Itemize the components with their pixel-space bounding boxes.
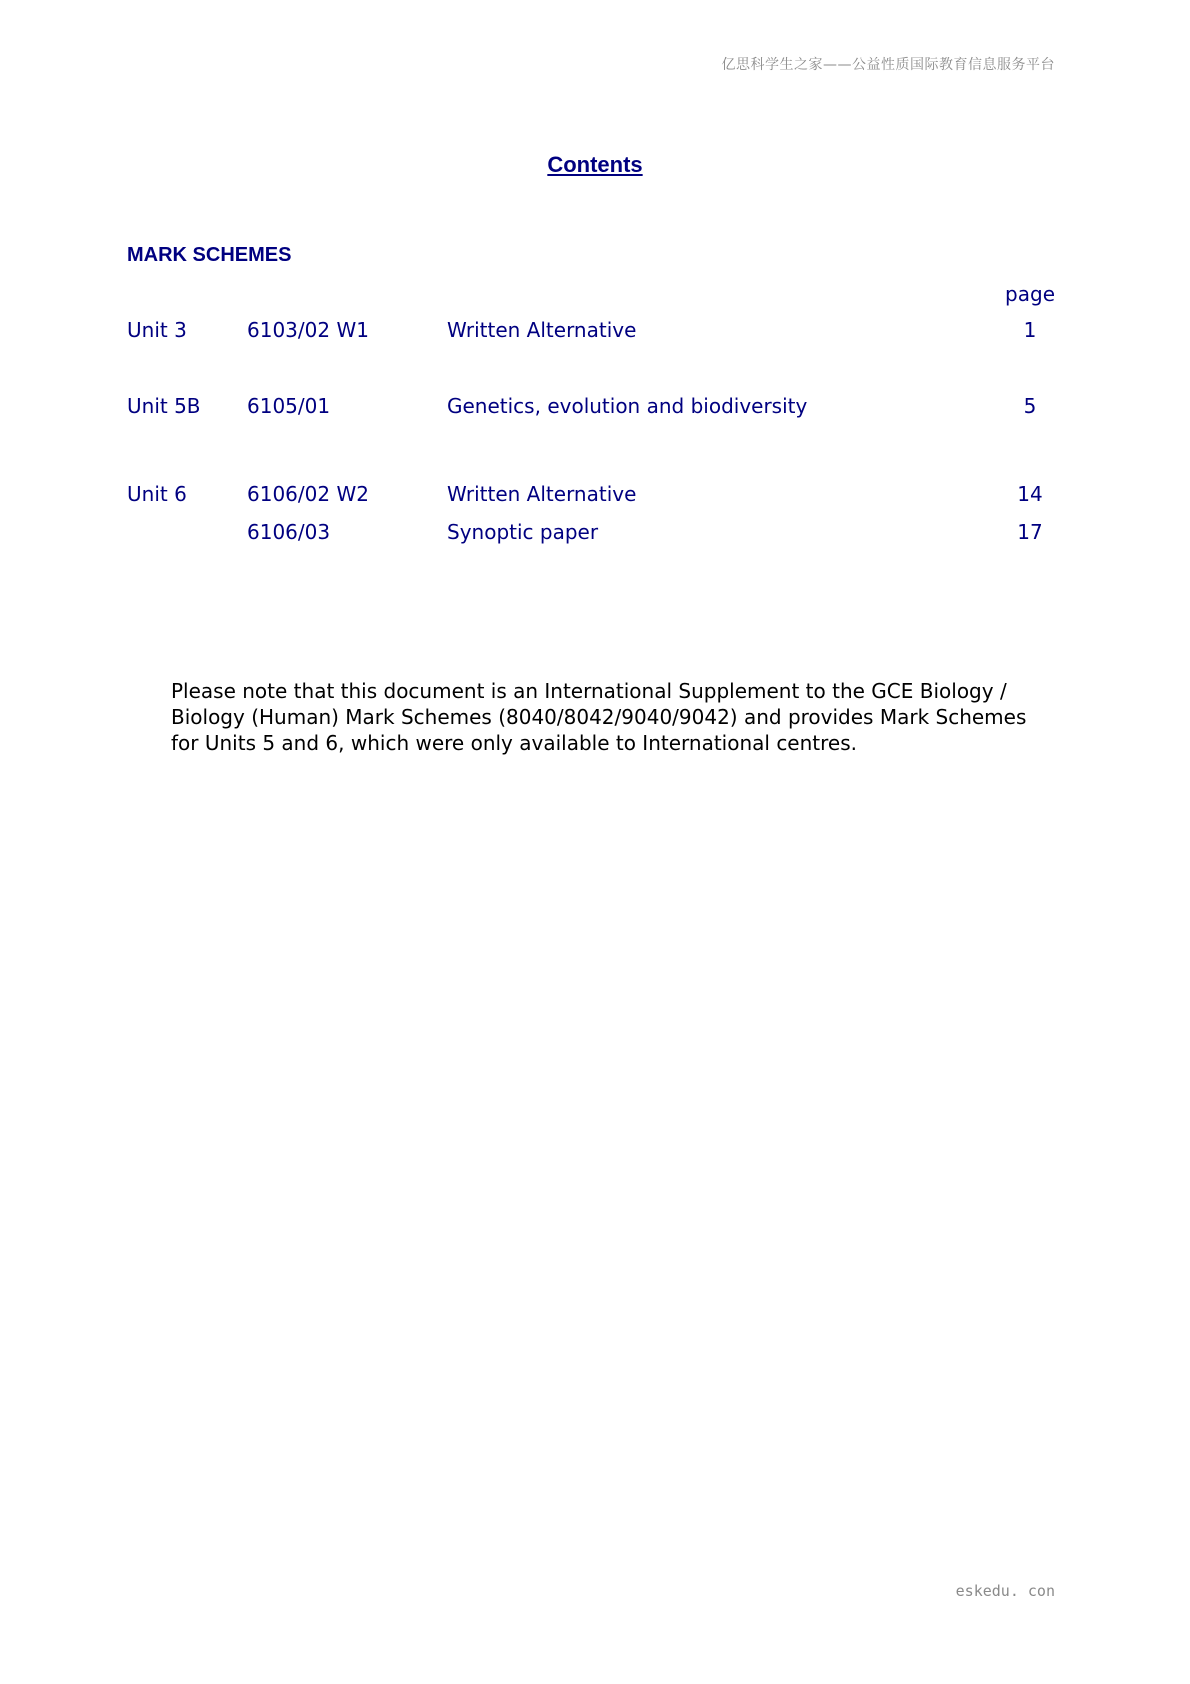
note-line: Please note that this document is an International Supplement to the GCE Biology / — [171, 679, 1007, 703]
toc-page-number: 14 — [1017, 482, 1043, 506]
note-line: Biology (Human) Mark Schemes (8040/8042/9040/9042) and provides Mark Schemes — [171, 705, 1027, 729]
page-title: Contents — [547, 152, 643, 177]
toc-code: 6106/03 — [247, 520, 331, 544]
toc-unit: Unit 5B — [127, 394, 201, 418]
toc-code: 6106/02 W2 — [247, 482, 369, 506]
toc-page-number: 5 — [1023, 394, 1037, 418]
toc-code: 6103/02 W1 — [247, 318, 369, 342]
footer-watermark: eskedu. con — [955, 1582, 1055, 1600]
toc-title: Synoptic paper — [447, 520, 599, 544]
toc-row[interactable] — [127, 394, 1055, 424]
toc-row[interactable] — [127, 318, 1055, 348]
note-line: for Units 5 and 6, which were only available to International centres. — [171, 731, 857, 755]
toc-unit: Unit 3 — [127, 318, 187, 342]
toc-title: Genetics, evolution and biodiversity — [447, 394, 808, 418]
toc-row[interactable] — [127, 520, 1055, 550]
section-heading: MARK SCHEMES — [127, 244, 292, 266]
header-watermark: 亿思科学生之家——公益性质国际教育信息服务平台 — [721, 57, 1055, 73]
toc-title: Written Alternative — [447, 482, 637, 506]
toc-page-number: 17 — [1017, 520, 1043, 544]
page-column-label: page — [1005, 282, 1055, 306]
toc-page-number: 1 — [1023, 318, 1037, 342]
toc-unit: Unit 6 — [127, 482, 187, 506]
toc-title: Written Alternative — [447, 318, 637, 342]
toc-code: 6105/01 — [247, 394, 331, 418]
supplement-note — [171, 678, 1031, 756]
toc-row[interactable] — [127, 482, 1055, 512]
